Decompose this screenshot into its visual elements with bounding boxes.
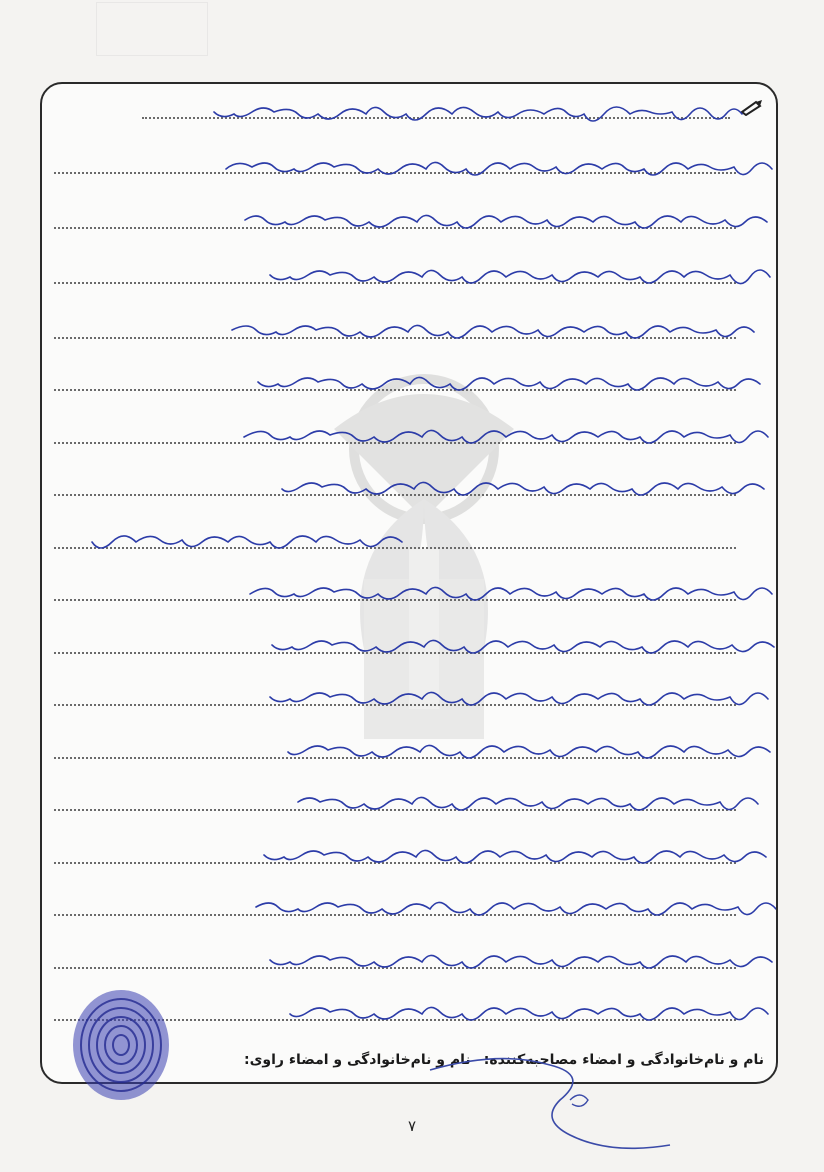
signature: [420, 1040, 680, 1160]
transcript-frame: [40, 82, 778, 1084]
interviewer-signature-label: نام و نام‌خانوادگی و امضاء مصاحبه‌کننده:: [483, 1052, 764, 1068]
handwritten-text: [42, 84, 778, 1044]
archive-stamp: [96, 2, 208, 56]
page-number: ۷: [407, 1117, 417, 1135]
narrator-signature-label: نام و نام‌خانوادگی و امضاء راوی:: [244, 1052, 471, 1068]
fingerprint: [66, 985, 176, 1105]
